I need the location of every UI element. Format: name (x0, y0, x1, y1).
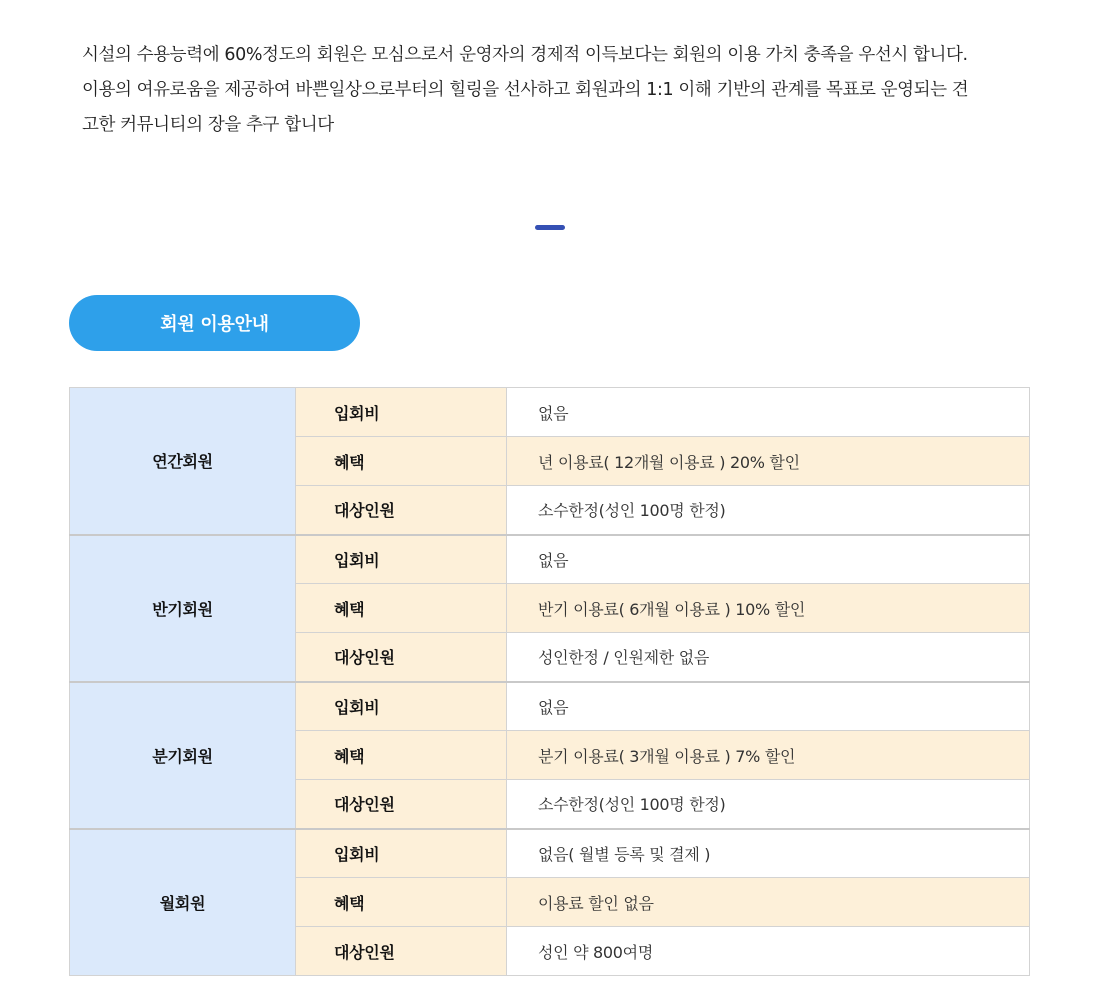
row-value-benefit: 반기 이용료( 6개월 이용료 ) 10% 할인 (507, 584, 1030, 633)
category-monthly: 월회원 (70, 829, 296, 976)
category-half-year: 반기회원 (70, 535, 296, 682)
row-value-benefit: 년 이용료( 12개월 이용료 ) 20% 할인 (507, 437, 1030, 486)
section-divider (535, 225, 565, 230)
row-label-capacity: 대상인원 (296, 633, 507, 682)
row-label-entry-fee: 입회비 (296, 829, 507, 878)
row-value-entry-fee: 없음 (507, 388, 1030, 437)
row-label-benefit: 혜택 (296, 878, 507, 927)
membership-guide-title: 회원 이용안내 (69, 295, 360, 351)
membership-row (70, 388, 1030, 437)
row-label-entry-fee: 입회비 (296, 682, 507, 731)
intro-line-3: 고한 커뮤니티의 장을 추구 합니다 (82, 115, 334, 135)
row-value-capacity: 소수한정(성인 100명 한정) (507, 780, 1030, 829)
membership-table (69, 387, 1030, 976)
row-value-entry-fee: 없음( 월별 등록 및 결제 ) (507, 829, 1030, 878)
row-label-benefit: 혜택 (296, 437, 507, 486)
row-value-entry-fee: 없음 (507, 682, 1030, 731)
row-label-capacity: 대상인원 (296, 486, 507, 535)
membership-row (70, 682, 1030, 731)
membership-row (70, 535, 1030, 584)
row-value-entry-fee: 없음 (507, 535, 1030, 584)
intro-line-2: 이용의 여유로움을 제공하여 바쁜일상으로부터의 힐링을 선사하고 회원과의 1:1 이해 기반의 관계를 목표로 운영되는 견 (82, 80, 969, 100)
row-value-capacity: 소수한정(성인 100명 한정) (507, 486, 1030, 535)
intro-text (82, 38, 1032, 143)
intro-line-1: 시설의 수용능력에 60%정도의 회원은 모심으로서 운영자의 경제적 이득보다는 회원의 이용 가치 충족을 우선시 합니다. (82, 45, 968, 65)
row-value-benefit: 이용료 할인 없음 (507, 878, 1030, 927)
row-label-entry-fee: 입회비 (296, 388, 507, 437)
row-label-capacity: 대상인원 (296, 927, 507, 976)
row-label-benefit: 혜택 (296, 731, 507, 780)
row-label-entry-fee: 입회비 (296, 535, 507, 584)
row-value-benefit: 분기 이용료( 3개월 이용료 ) 7% 할인 (507, 731, 1030, 780)
row-value-capacity: 성인한정 / 인원제한 없음 (507, 633, 1030, 682)
category-annual: 연간회원 (70, 388, 296, 535)
category-quarterly: 분기회원 (70, 682, 296, 829)
row-label-capacity: 대상인원 (296, 780, 507, 829)
row-label-benefit: 혜택 (296, 584, 507, 633)
row-value-capacity: 성인 약 800여명 (507, 927, 1030, 976)
membership-row (70, 829, 1030, 878)
